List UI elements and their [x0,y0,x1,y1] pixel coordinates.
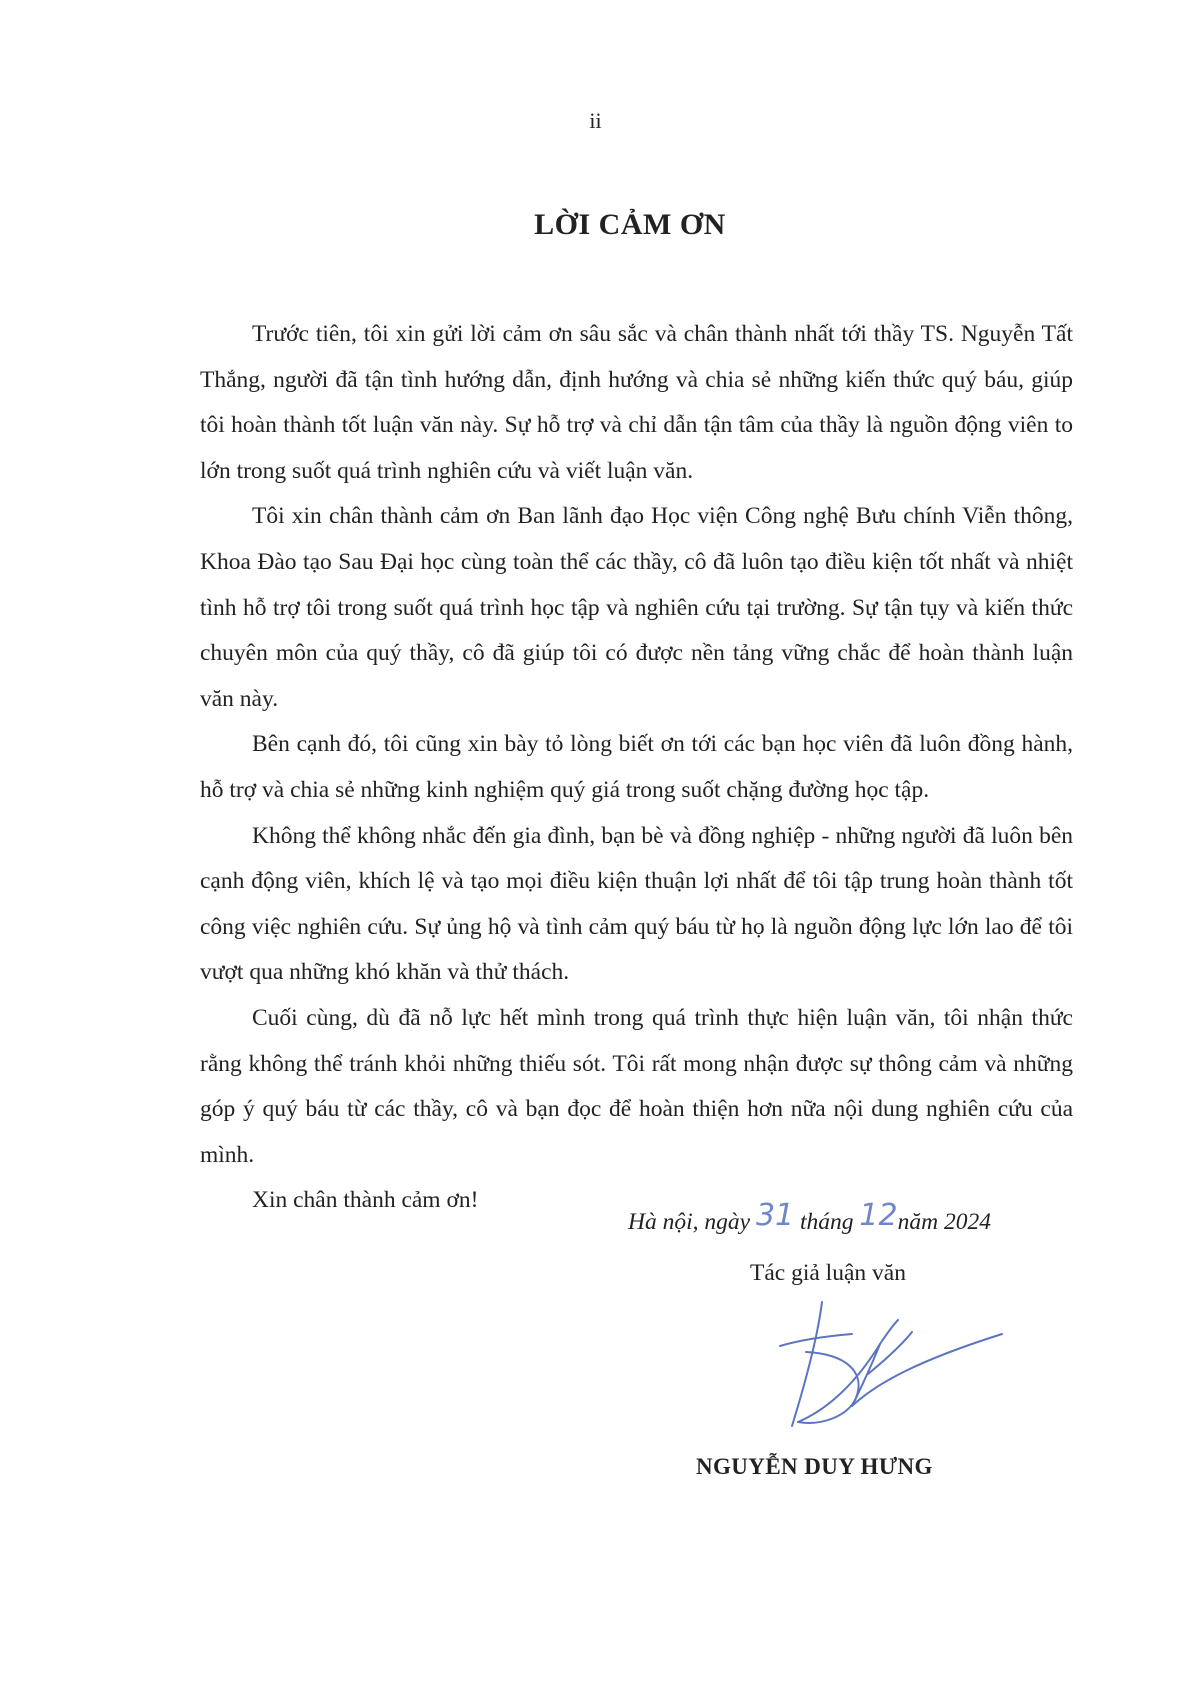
author-name: NGUYỄN DUY HƯNG [696,1454,933,1479]
month-label: tháng [800,1209,854,1235]
handwritten-signature [770,1294,1010,1434]
paragraph-2: Tôi xin chân thành cảm ơn Ban lãnh đạo Học viện Công nghệ Bưu chính Viễn thông, Khoa Đào tạo Sau Đại học cùng toàn thể các thầy, cô đã luôn tạo điều kiện tốt nhất và nhiệt tình hỗ trợ tôi trong suốt quá trình học tập và nghiên cứu tại trường. Sự tận tụy và kiến thức chuyên môn của quý thầy, cô đã giúp tôi có được nền tảng vững chắc để hoàn thành luận văn này. [200,503,1073,712]
author-role: Tác giả luận văn [750,1260,906,1286]
paragraph-5: Cuối cùng, dù đã nỗ lực hết mình trong quá trình thực hiện luận văn, tôi nhận thức rằng không thể tránh khỏi những thiếu sót. Tôi rất mong nhận được sự thông cảm và những góp ý quý báu từ các thầy, cô và bạn đọc để hoàn thiện hơn nữa nội dung nghiên cứu của mình. [200,1004,1073,1168]
date-prefix: Hà nội, ngày [628,1209,751,1235]
acknowledgement-body [200,312,1073,1224]
page-number: ii [589,108,602,133]
handwritten-month: 12 [859,1198,898,1233]
closing-thanks: Xin chân thành cảm ơn! [252,1187,479,1214]
year-text: năm 2024 [897,1209,991,1235]
paragraph-1: Trước tiên, tôi xin gửi lời cảm ơn sâu sắc và chân thành nhất tới thầy TS. Nguyễn Tất Thắng, người đã tận tình hướng dẫn, định hướng và chia sẻ những kiến thức quý báu, giúp tôi hoàn thành tốt luận văn này. Sự hỗ trợ và chỉ dẫn tận tâm của thầy là nguồn động viên to lớn trong suốt quá trình nghiên cứu và viết luận văn. [200,321,1073,484]
paragraph-3: Bên cạnh đó, tôi cũng xin bày tỏ lòng biết ơn tới các bạn học viên đã luôn đồng hành, hỗ trợ và chia sẻ những kinh nghiệm quý giá trong suốt chặng đường học tập. [200,731,1073,803]
page-title: LỜI CẢM ƠN [534,208,726,241]
date-line [628,1198,991,1237]
handwritten-day: 31 [755,1198,795,1233]
paragraph-4: Không thể không nhắc đến gia đình, bạn bè và đồng nghiệp - những người đã luôn bên cạnh động viên, khích lệ và tạo mọi điều kiện thuận lợi nhất để tôi tập trung hoàn thành tốt công việc nghiên cứu. Sự ủng hộ và tình cảm quý báu từ họ là nguồn động lực lớn lao để tôi vượt qua những khó khăn và thử thách. [200,822,1073,986]
